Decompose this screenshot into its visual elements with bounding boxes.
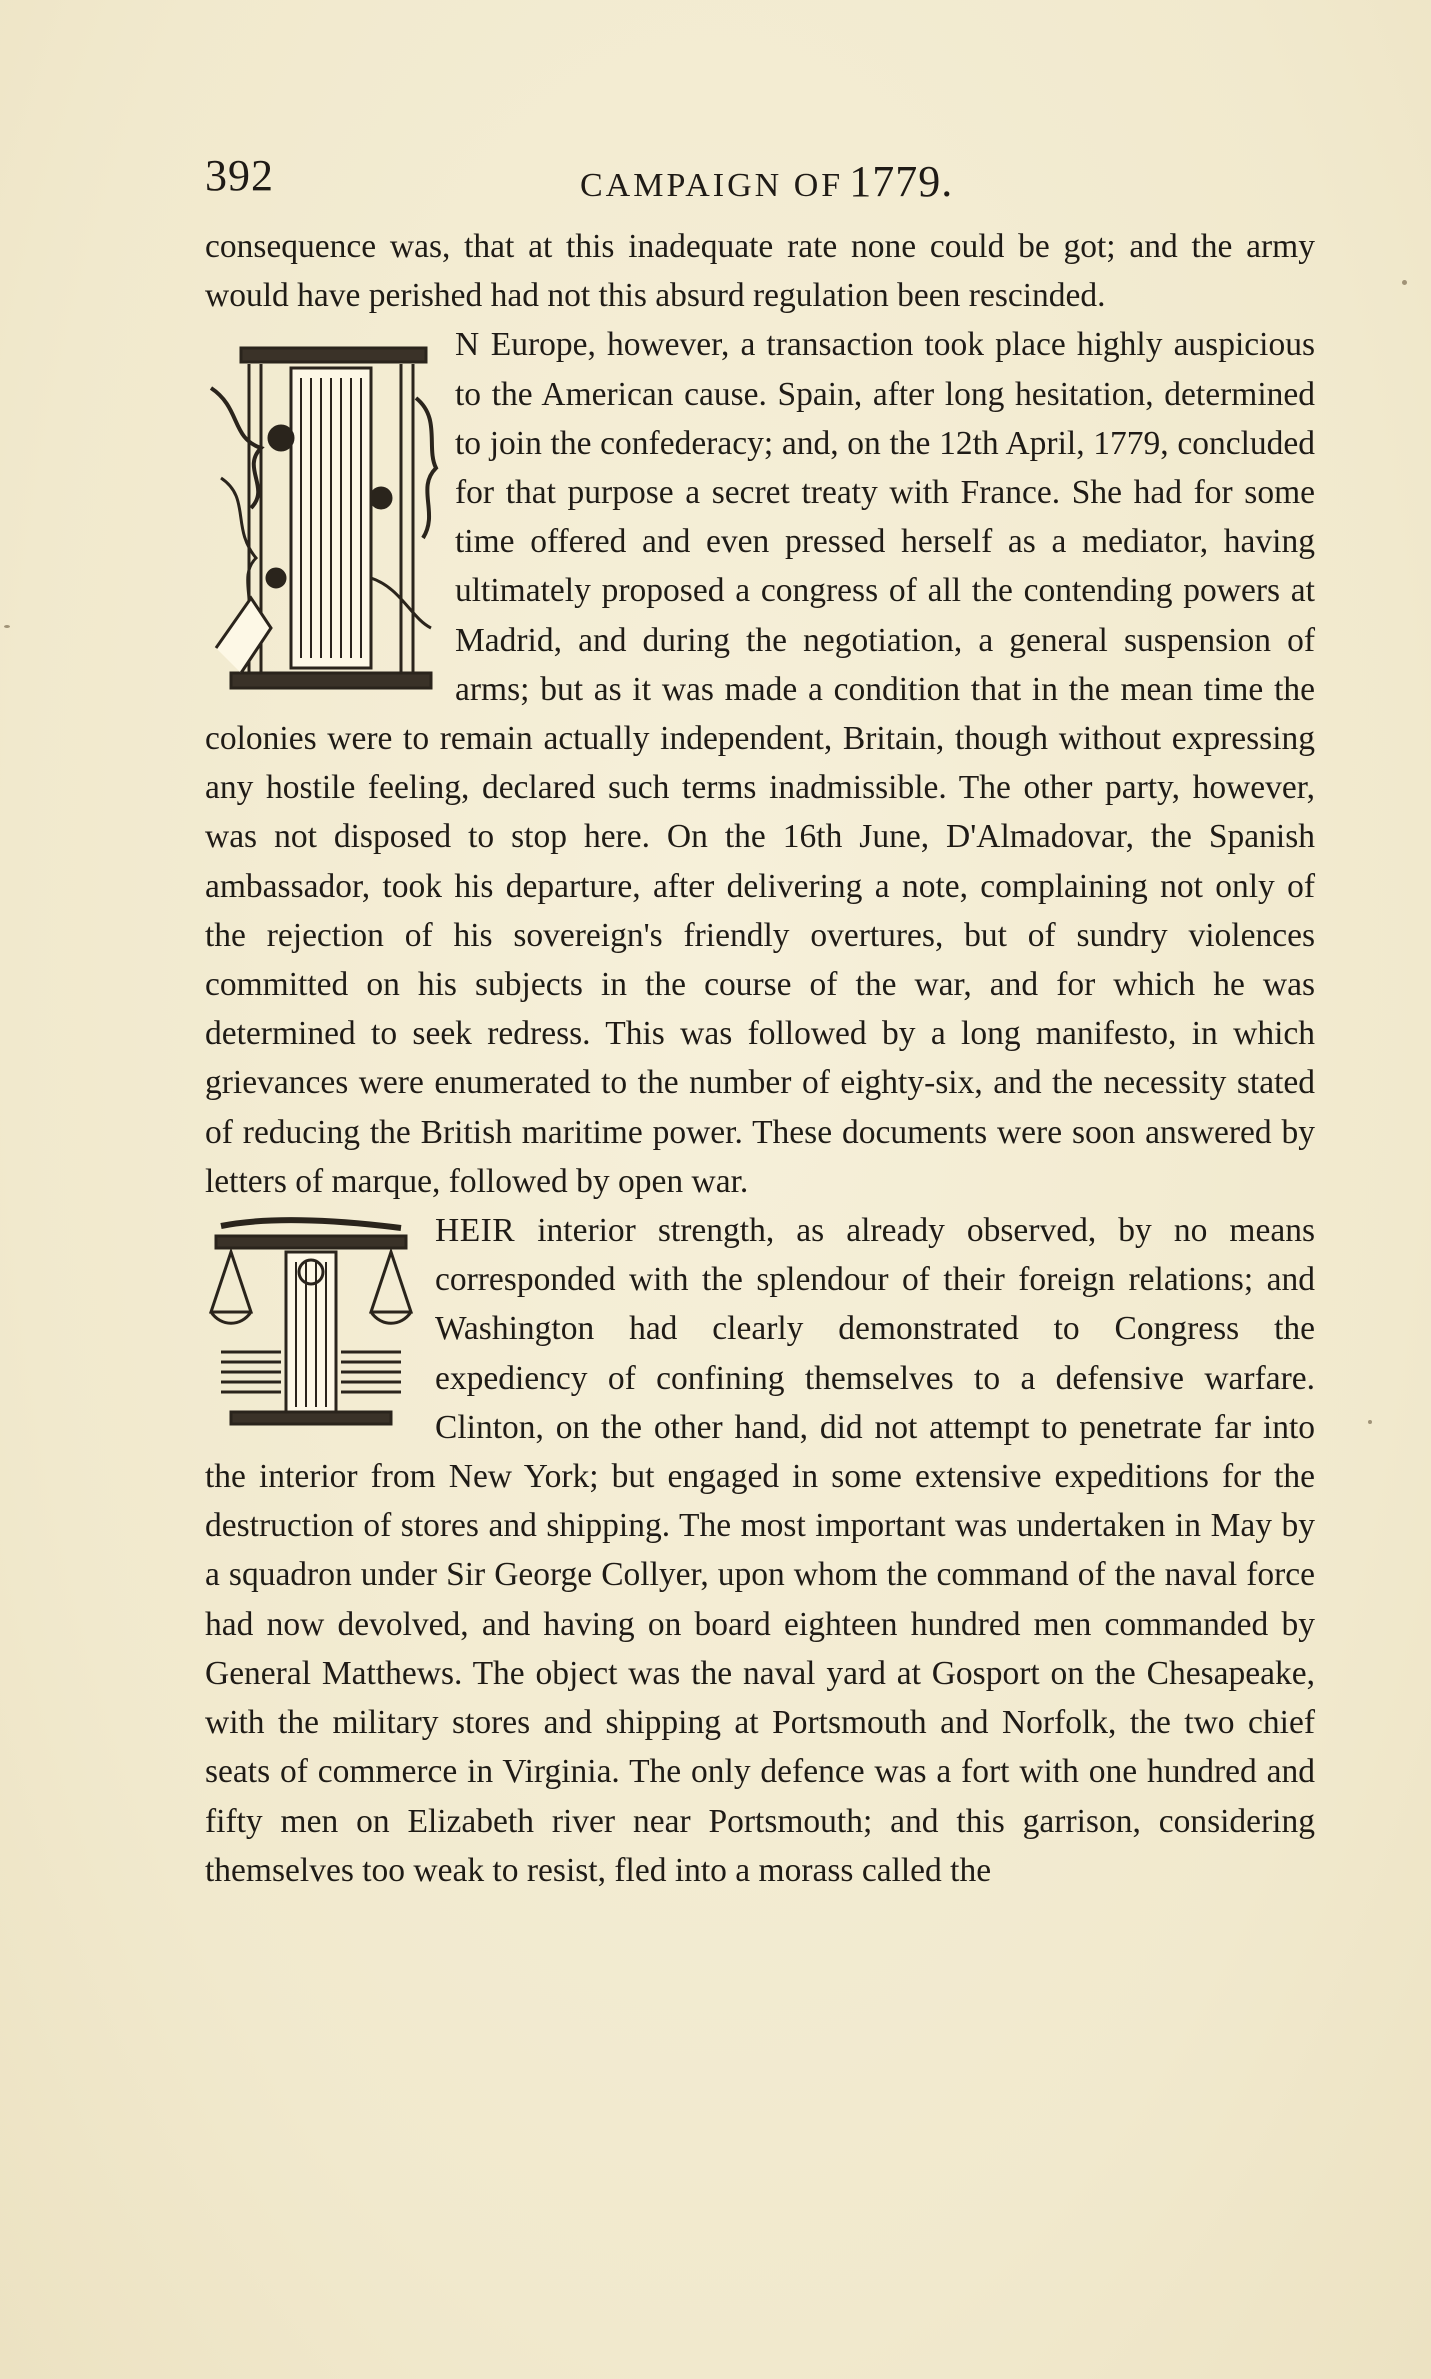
paper-speck [1368, 1420, 1372, 1424]
paragraph-2 [205, 320, 1315, 1206]
body-text [205, 222, 1315, 1895]
ornamental-initial-i-icon [201, 328, 441, 703]
paper-speck [4, 625, 10, 628]
paper-speck [1402, 280, 1407, 285]
paragraph-3-text: interior strength, as already observed, by no means corresponded with the splendour of their foreign relations; and Washington had clearly demonstrated to Congress the expediency of confining themselves to a defensive warfare. Clinton, on the other hand, did not attempt to penetrate far into the interior from New York; but engaged in some extensive expeditions for the destruction of stores and shipping. The most important was undertaken in May by a squadron under Sir George Collyer, upon whom the command of the naval force had now devolved, and having on board eighteen hundred men commanded by General Matthews. The object was the naval yard at Gosport on the Chesapeake, with the military stores and shipping at Portsmouth and Norfolk, the two chief seats of commerce in Virginia. The only defence was a fort with one hundred and fifty men on Elizabeth river near Portsmouth; and this garrison, considering themselves too weak to resist, fled into a morass called the [205, 1212, 1315, 1889]
running-title-text: CAMPAIGN OF [580, 167, 844, 204]
paragraph-2-lead: N [455, 326, 480, 364]
running-title-year: 1779. [849, 157, 954, 206]
page-header [205, 150, 1315, 210]
ornamental-initial-t-icon [201, 1212, 421, 1437]
paragraph-3 [205, 1206, 1315, 1895]
paragraph-3-lead: HEIR [435, 1212, 516, 1250]
running-title [580, 156, 953, 207]
page-number: 392 [205, 151, 274, 200]
paragraph-1: consequence was, that at this inadequate rate none could be got; and the army would have perished had not this absurd regulation been rescinded. [205, 228, 1315, 315]
paragraph-2-text: Europe, however, a transaction took place highly auspicious to the American cause. Spain, after long hesitation, determined to join the confederacy; and, on the 12th April, 1779, concluded for that purpose a secret treaty with France. She had for some time offered and even pressed herself as a mediator, having ultimately proposed a congress of all the contending powers at Madrid, and during the negotiation, a general suspension of arms; but as it was made a condition that in the mean time the colonies were to remain actually independent, Britain, though without expressing any hostile feeling, declared such terms inadmissible. The other party, however, was not disposed to stop here. On the 16th June, D'Almadovar, the Spanish ambassador, took his departure, after delivering a note, complaining not only of the rejection of his sovereign's friendly overtures, but of sundry violences committed on his subjects in the course of the war, and for which he was determined to seek redress. This was followed by a long manifesto, in which grievances were enumerated to the number of eighty-six, and the necessity stated of reducing the British maritime power. These documents were soon answered by letters of marque, followed by open war. [205, 326, 1315, 1200]
